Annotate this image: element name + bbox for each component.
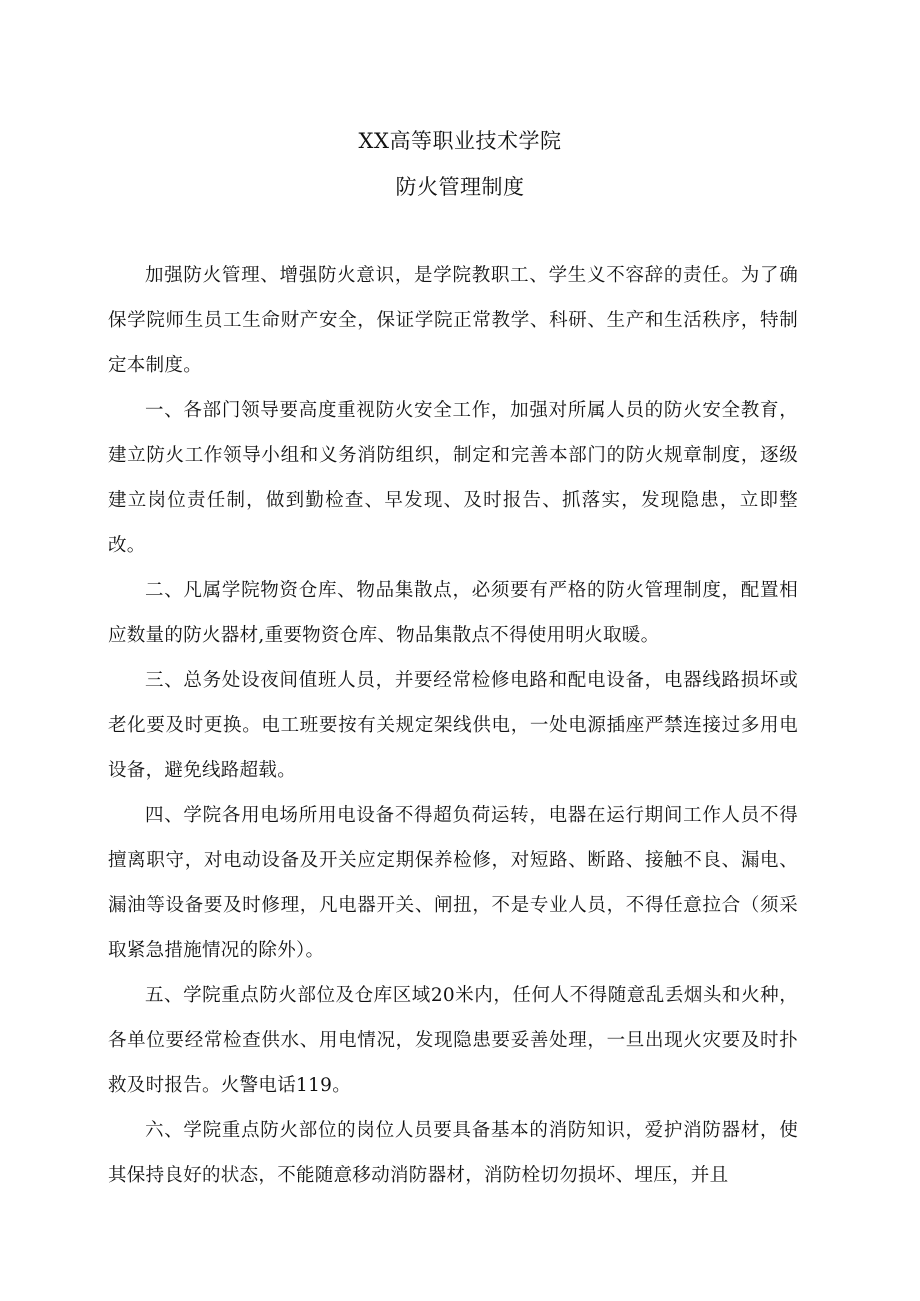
paragraph-intro: 加强防火管理、增强防火意识，是学院教职工、学生义不容辞的责任。为了确保学院师生员工生命财产安全，保证学院正常教学、科研、生产和生活秩序，特制定本制度。	[108, 265, 798, 376]
paragraph-3: 三、总务处设夜间值班人员，并要经常检修电路和配电设备，电器线路损坏或老化要及时更换。电工班要按有关规定架线供电，一处电源插座严禁连接过多用电设备，避免线路超载。	[108, 670, 798, 781]
paragraph-5: 五、学院重点防火部位及仓库区域20米内，任何人不得随意乱丢烟头和火种，各单位要经常检查供水、用电情况，发现隐患要妥善处理，一旦出现火灾要及时扑救及时报告。火警电话119。	[108, 985, 798, 1096]
paragraph-4: 四、学院各用电场所用电设备不得超负荷运转，电器在运行期间工作人员不得擅离职守，对电动设备及开关应定期保养检修，对短路、断路、接触不良、漏电、漏油等设备要及时修理，凡电器开关、闸扭，不是专业人员，不得任意拉合（须采取紧急措施情况的除外）。	[108, 805, 798, 961]
document-subtitle: 防火管理制度	[395, 175, 525, 199]
paragraph-6: 六、学院重点防火部位的岗位人员要具备基本的消防知识，爱护消防器材，使其保持良好的状态，不能随意移动消防器材，消防栓切勿损坏、埋压，并且	[108, 1120, 798, 1186]
document-title: XX高等职业技术学院	[358, 129, 562, 153]
paragraph-1: 一、各部门领导要高度重视防火安全工作，加强对所属人员的防火安全教育，建立防火工作领导小组和义务消防组织，制定和完善本部门的防火规章制度，逐级建立岗位责任制，做到勤检查、早发现、及时报告、抓落实，发现隐患，立即整改。	[108, 400, 798, 556]
paragraph-2: 二、凡属学院物资仓库、物品集散点，必须要有严格的防火管理制度，配置相应数量的防火器材,重要物资仓库、物品集散点不得使用明火取暖。	[108, 580, 798, 646]
document-body	[108, 253, 798, 1198]
